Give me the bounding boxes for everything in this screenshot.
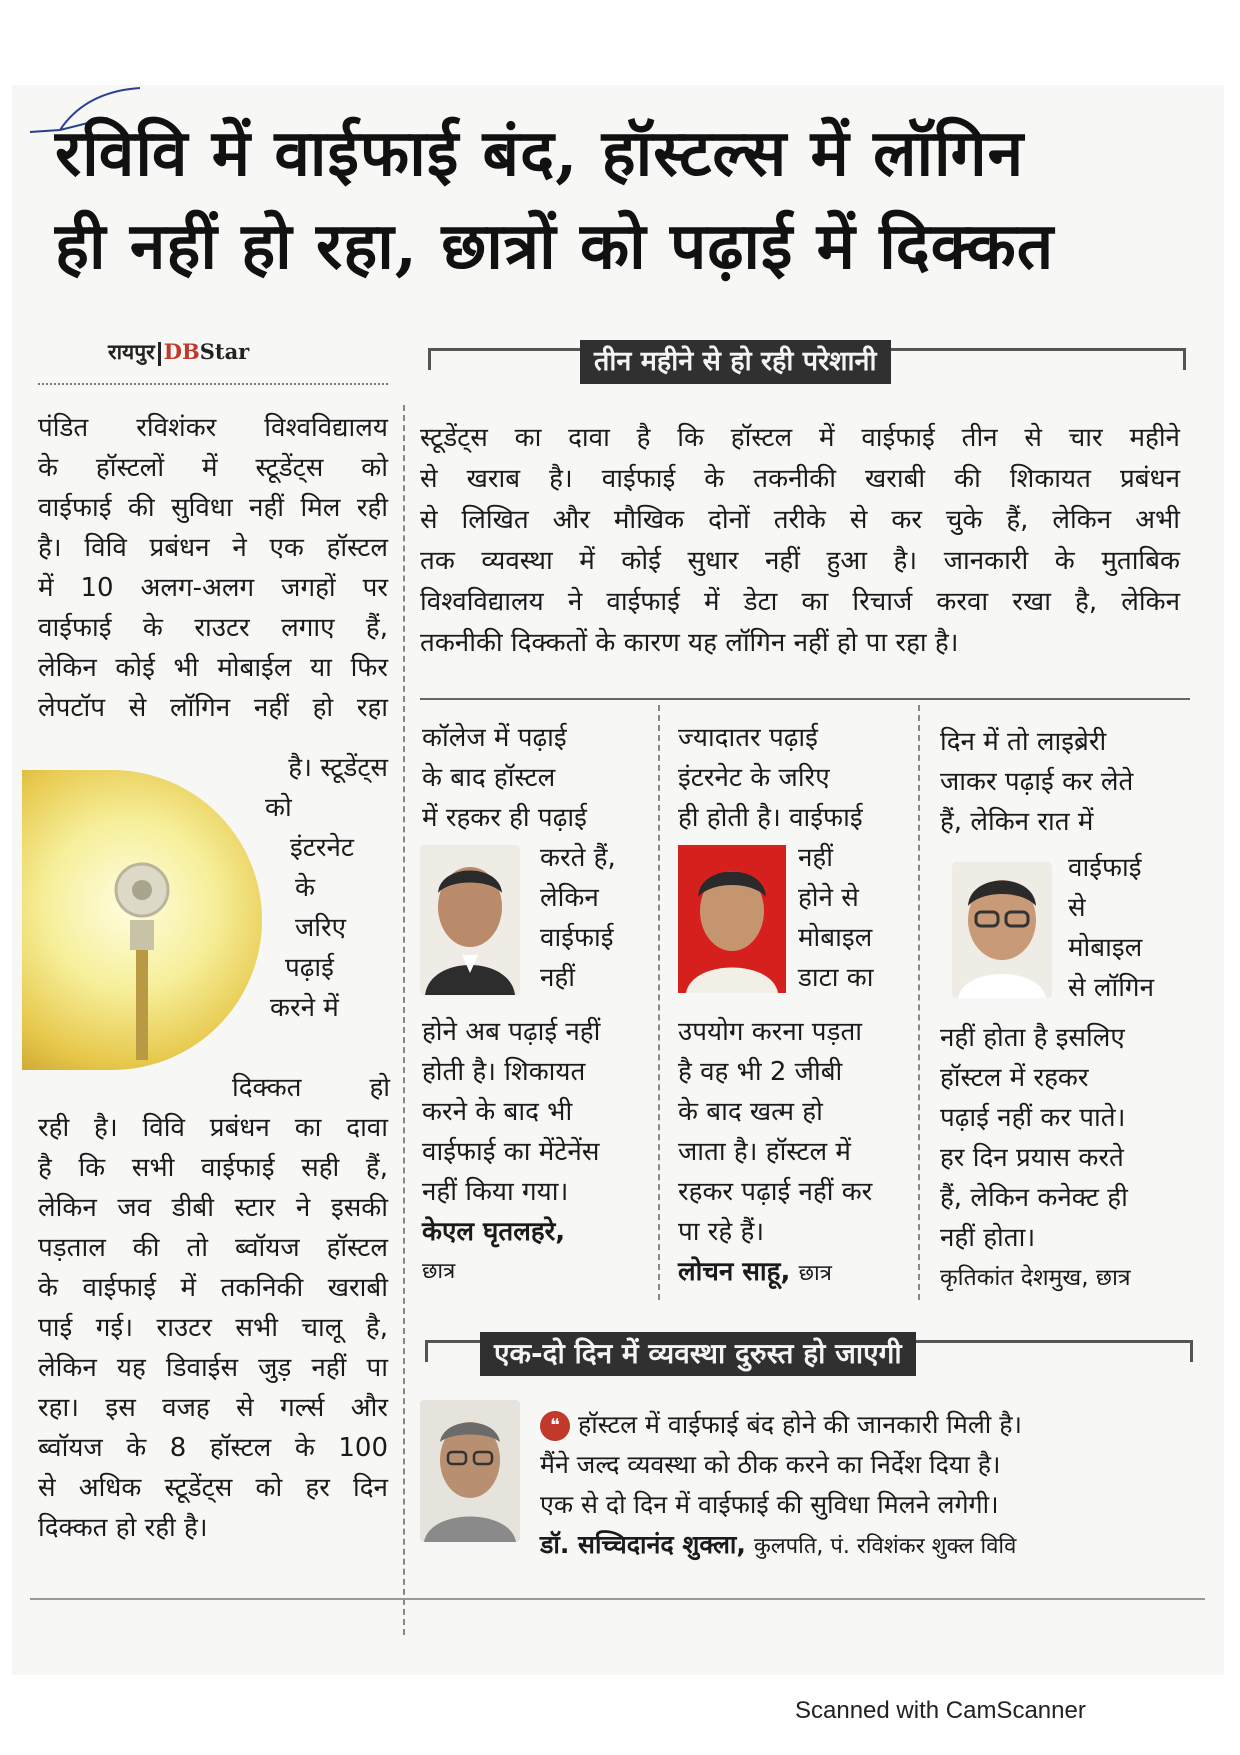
- official-name: डॉ. सच्चिदानंद शुक्ला,: [540, 1530, 746, 1559]
- text-line: हर दिन प्रयास करते: [940, 1143, 1124, 1173]
- headline-line-2: ही नहीं हो रहा, छात्रों को पढ़ाई में दिक्कत: [55, 209, 1055, 284]
- text-line: में रहकर ही पढ़ाई: [422, 803, 587, 833]
- quote-2: [678, 718, 913, 838]
- text-line: विश्वविद्यालय ने वाईफाई में डेटा का रिचार्ज करवा रखा है, लेकिन: [420, 587, 1180, 617]
- quote-2-side: [798, 838, 916, 998]
- text-line: के: [295, 873, 315, 903]
- quote-3: [940, 722, 1185, 842]
- text-line: लेकिन: [540, 883, 599, 913]
- text-line: होने से: [798, 883, 859, 913]
- banner-top: तीन महीने से हो रही परेशानी: [580, 340, 891, 384]
- text-line: पड़ताल की तो ब्वॉयज हॉस्टल: [38, 1233, 388, 1263]
- text-line: से लॉगिन: [1068, 973, 1155, 1003]
- text-line: वाईफाई: [540, 923, 614, 953]
- main-paragraph: [420, 418, 1180, 664]
- text-line: जरिए: [295, 913, 347, 943]
- quote-1-side: [540, 838, 655, 998]
- text-line: डाटा का: [798, 963, 874, 993]
- text-line: मोबाइल: [1068, 933, 1143, 963]
- left-column-bottom: [38, 1108, 388, 1548]
- byline-rule: [38, 383, 388, 385]
- text-line: लेकिन जव डीबी स्टार ने इसकी: [38, 1193, 388, 1223]
- column-divider: [403, 405, 405, 1635]
- text-line: वाईफाई: [1068, 853, 1142, 883]
- text-line: हैं, लेकिन रात में: [940, 807, 1094, 837]
- quote-byline: [940, 1258, 1188, 1298]
- text-line: कॉलेज में पढ़ाई: [422, 723, 567, 753]
- text-line: नहीं होता है इसलिए: [940, 1023, 1125, 1053]
- quote-mark-icon: ❝: [540, 1411, 570, 1441]
- text-line: के हॉस्टलों में स्टूडेंट्स को: [38, 453, 388, 483]
- student-photo-2: [678, 845, 786, 993]
- text-line: रहकर पढ़ाई नहीं कर: [678, 1177, 873, 1207]
- text-line: [540, 1405, 1190, 1445]
- byline-divider: [158, 342, 161, 366]
- text-line: पाई गई। राउटर सभी चालू है,: [38, 1313, 388, 1343]
- student-photo-3: [952, 862, 1052, 998]
- text-line: इंटरनेट: [290, 833, 355, 863]
- quote-2-bottom: [678, 1012, 916, 1294]
- text-line: लेपटॉप से लॉगिन नहीं हो रहा: [38, 693, 388, 723]
- text-line: है। विवि प्रबंधन ने एक हॉस्टल: [38, 533, 388, 563]
- text-line: करने में: [270, 993, 339, 1023]
- text-line: के बाद खत्म हो: [678, 1097, 823, 1127]
- text-line: एक से दो दिन में वाईफाई की सुविधा मिलने लगेगी।: [540, 1490, 999, 1519]
- brand-star: Star: [199, 339, 250, 364]
- text-line: ज्यादातर पढ़ाई: [678, 723, 818, 753]
- text-line: नहीं: [798, 843, 833, 873]
- text-line: इंटरनेट के जरिए: [678, 763, 830, 793]
- quote-author: केएल घृतलहरे,: [422, 1217, 566, 1247]
- text-line: नहीं: [540, 963, 575, 993]
- column-divider: [918, 705, 920, 1300]
- quote-1: [422, 718, 652, 838]
- official-byline: [540, 1525, 1190, 1567]
- text-line: में 10 अलग-अलग जगहों पर: [38, 573, 388, 603]
- left-column-wrap-narrow: [265, 788, 390, 1028]
- banner-bottom: एक-दो दिन में व्यवस्था दुरुस्त हो जाएगी: [480, 1332, 916, 1376]
- text-line: मोबाइल: [798, 923, 873, 953]
- left-column-wrap: [190, 748, 388, 788]
- text-line: दिक्कत हो रही है।: [38, 1513, 208, 1543]
- text-line: नहीं होता।: [940, 1223, 1036, 1253]
- text-line: होने अब पढ़ाई नहीं: [422, 1017, 601, 1047]
- text-line: से खराब है। वाईफाई के तकनीकी खराबी की शिकायत प्रबंधन: [420, 464, 1180, 494]
- byline: [108, 338, 249, 366]
- quote-1-bottom: [422, 1012, 657, 1292]
- text-line: दिन में तो लाइब्रेरी: [940, 727, 1107, 757]
- text-line: जाकर पढ़ाई कर लेते: [940, 767, 1134, 797]
- official-photo: [420, 1400, 520, 1542]
- text-line: तक व्यवस्था में कोई सुधार नहीं हुआ है। जानकारी के मुताबिक: [420, 546, 1180, 576]
- text-line: पंडित रविशंकर विश्वविद्यालय: [38, 413, 388, 443]
- text-line: के बाद हॉस्टल: [422, 763, 556, 793]
- text-line: लेकिन यह डिवाईस जुड़ नहीं पा: [38, 1353, 388, 1383]
- text-line: होती है। शिकायत: [422, 1057, 586, 1087]
- text-line: से अधिक स्टूडेंट्स को हर दिन: [38, 1473, 388, 1503]
- headline-line-1: रविवि में वाईफाई बंद, हॉस्टल्स में लॉगिन: [55, 116, 1025, 191]
- column-divider: [658, 705, 660, 1300]
- text-line: उपयोग करना पड़ता: [678, 1017, 862, 1047]
- byline-city: रायपुर: [108, 339, 155, 364]
- quote-author: लोचन साहू,: [678, 1257, 791, 1287]
- left-column-wrap-last: [232, 1068, 390, 1108]
- quote-3-side: [1068, 848, 1186, 1008]
- quote-author: कृतिकांत देशमुख,: [940, 1265, 1089, 1291]
- text-line: दिक्कत हो: [232, 1073, 390, 1103]
- text-line: रही है। विवि प्रबंधन का दावा: [38, 1113, 388, 1143]
- official-role: कुलपति, पं. रविशंकर शुक्ल विवि: [753, 1534, 1017, 1559]
- brand-db: DB: [163, 339, 200, 364]
- text-line: है। स्टूडेंट्स: [288, 753, 388, 783]
- text-line: नहीं किया गया।: [422, 1177, 569, 1207]
- text-line: ही होती है। वाईफाई: [678, 803, 863, 833]
- left-column-top: [38, 408, 388, 728]
- official-quote: [540, 1405, 1190, 1567]
- text-line: मैंने जल्द व्यवस्था को ठीक करने का निर्देश दिया है।: [540, 1450, 1001, 1479]
- text-line: वाईफाई के राउटर लगाए हैं,: [38, 613, 388, 643]
- text-line: है वह भी 2 जीबी: [678, 1057, 843, 1087]
- text-line: करने के बाद भी: [422, 1097, 573, 1127]
- text-line: लेकिन कोई भी मोबाईल या फिर: [38, 653, 388, 683]
- text-line: तकनीकी दिक्कतों के कारण यह लॉगिन नहीं हो पा रहा है।: [420, 628, 959, 658]
- camscanner-watermark: Scanned with CamScanner: [795, 1697, 1086, 1724]
- text-line: से लिखित और मौखिक दोनों तरीके से कर चुके हैं, लेकिन अभी: [420, 505, 1180, 535]
- student-portrait-icon: [420, 845, 520, 995]
- text-line: पा रहे हैं।: [678, 1217, 765, 1247]
- text-line: हैं, लेकिन कनेक्ट ही: [940, 1183, 1128, 1213]
- official-portrait-icon: [420, 1400, 520, 1542]
- section-rule: [420, 698, 1190, 700]
- text-line: से: [1068, 893, 1086, 923]
- quote-role: छात्र: [798, 1261, 832, 1286]
- text-line: रहा। इस वजह से गर्ल्स और: [38, 1393, 388, 1423]
- quote-role: छात्र: [422, 1259, 456, 1284]
- quote-3-bottom: [940, 1018, 1188, 1298]
- text-line: के वाईफाई में तकनिकी खराबी: [38, 1273, 388, 1303]
- text-line: करते हैं,: [540, 843, 616, 873]
- quote-byline: [678, 1252, 916, 1294]
- student-photo-1: [420, 845, 520, 995]
- text-line: स्टूडेंट्स का दावा है कि हॉस्टल में वाईफाई तीन से चार महीने: [420, 423, 1180, 453]
- text-line: वाईफाई की सुविधा नहीं मिल रही: [38, 493, 388, 523]
- text-line: को: [265, 793, 292, 823]
- text-line: वाईफाई का मेंटेनेंस: [422, 1137, 600, 1167]
- official-quote-line: हॉस्टल में वाईफाई बंद होने की जानकारी मिली है।: [578, 1410, 1022, 1439]
- student-portrait-icon: [678, 845, 786, 993]
- text-line: जाता है। हॉस्टल में: [678, 1137, 851, 1167]
- bottom-rule: [30, 1598, 1205, 1600]
- text-line: पढ़ाई नहीं कर पाते।: [940, 1103, 1126, 1133]
- student-portrait-icon: [952, 862, 1052, 998]
- text-line: है कि सभी वाईफाई सही हैं,: [38, 1153, 388, 1183]
- quote-role: छात्र: [1095, 1265, 1131, 1291]
- text-line: हॉस्टल में रहकर: [940, 1063, 1089, 1093]
- text-line: पढ़ाई: [285, 953, 334, 983]
- text-line: ब्वॉयज के 8 हॉस्टल के 100: [38, 1433, 388, 1463]
